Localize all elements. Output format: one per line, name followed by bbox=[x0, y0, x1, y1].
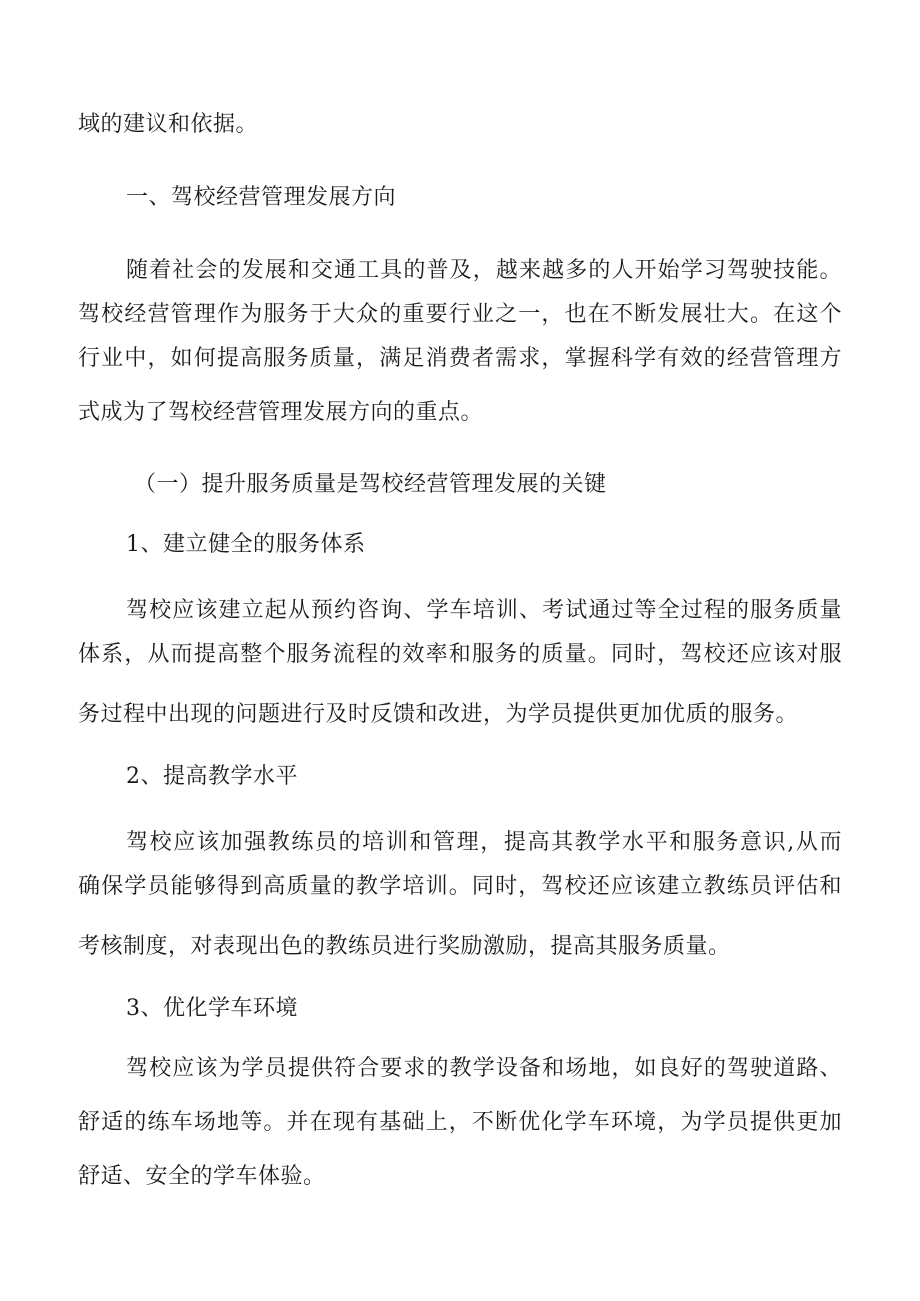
paragraph-line: 式成为了驾校经营管理发展方向的重点。 bbox=[78, 400, 484, 425]
item-heading: 1、建立健全的服务体系 bbox=[126, 532, 366, 557]
paragraph-line: 驾校应该加强教练员的培训和管理，提高其教学水平和服务意识,从而 bbox=[126, 830, 842, 855]
item-heading: 2、提高教学水平 bbox=[126, 764, 298, 789]
paragraph-line: 体系，从而提高整个服务流程的效率和服务的质量。同时，驾校还应该对服 bbox=[78, 642, 842, 667]
paragraph-line: 务过程中出现的问题进行及时反馈和改进，为学员提供更加优质的服务。 bbox=[78, 702, 799, 727]
paragraph-line: 舒适的练车场地等。并在现有基础上，不断优化学车环境，为学员提供更加 bbox=[78, 1110, 842, 1135]
paragraph-line: 随着社会的发展和交通工具的普及，越来越多的人开始学习驾驶技能。 bbox=[126, 258, 842, 283]
item-heading: 3、优化学车环境 bbox=[126, 996, 298, 1021]
subsection-heading: （一）提升服务质量是驾校经营管理发展的关键 bbox=[134, 472, 607, 497]
paragraph-line: 驾校经营管理作为服务于大众的重要行业之一，也在不断发展壮大。在这个 bbox=[78, 302, 842, 327]
paragraph-line: 舒适、安全的学车体验。 bbox=[78, 1164, 326, 1189]
paragraph-line: 确保学员能够得到高质量的教学培训。同时，驾校还应该建立教练员评估和 bbox=[78, 874, 842, 899]
paragraph-line: 驾校应该建立起从预约咨询、学车培训、考试通过等全过程的服务质量 bbox=[126, 598, 842, 623]
paragraph-continuation: 域的建议和依据。 bbox=[78, 112, 259, 137]
paragraph-line: 考核制度，对表现出色的教练员进行奖励激励，提高其服务质量。 bbox=[78, 934, 731, 959]
section-heading: 一、驾校经营管理发展方向 bbox=[126, 185, 397, 210]
paragraph-line: 驾校应该为学员提供符合要求的教学设备和场地，如良好的驾驶道路、 bbox=[126, 1056, 842, 1081]
paragraph-line: 行业中，如何提高服务质量，满足消费者需求，掌握科学有效的经营管理方 bbox=[78, 346, 842, 371]
